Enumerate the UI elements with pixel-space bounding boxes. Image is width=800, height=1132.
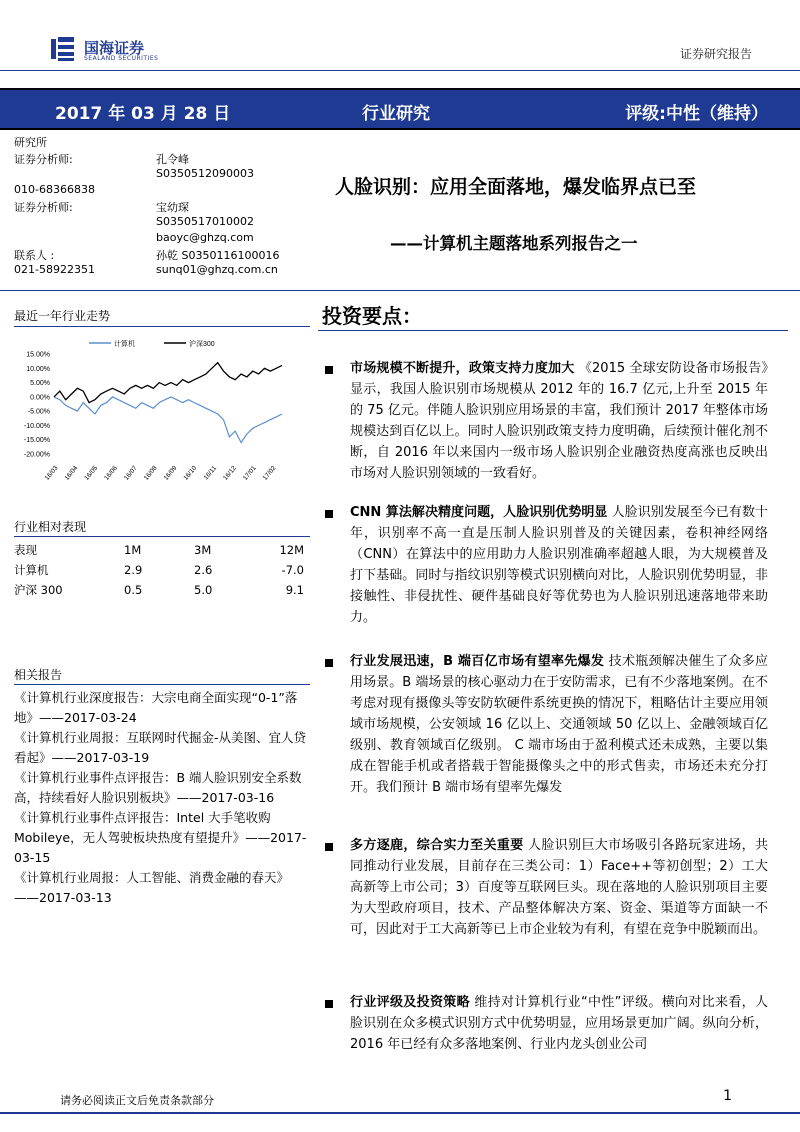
x-tick-label: 16/05 [83, 464, 100, 482]
table-header: 3M [194, 543, 212, 557]
footer-note: 请务必阅读正文后免责条款部分 [60, 1094, 214, 1107]
report-title: 人脸识别：应用全面落地，爆发临界点已至 [335, 176, 697, 198]
report-type: 证券研究报告 [679, 47, 752, 61]
x-tick-label: 16/09 [162, 464, 179, 482]
table-header: 1M [124, 543, 142, 557]
footer-divider [0, 1112, 800, 1114]
x-tick-label: 16/08 [142, 464, 159, 482]
series-line [54, 397, 282, 443]
x-tick-label: 17/02 [261, 464, 278, 482]
analyst-1-id: S0350512090003 [156, 167, 254, 180]
y-tick-label: -20.00% [23, 451, 50, 459]
x-tick-label: 16/10 [182, 464, 199, 482]
contact-role: 联系人 : [14, 249, 55, 262]
table-row [14, 580, 304, 600]
x-tick-label: 16/03 [43, 464, 60, 482]
analyst-1-role: 证券分析师: [14, 153, 73, 166]
point-lead: 行业发展迅速，B 端百亿市场有望率先爆发 [350, 654, 605, 669]
trend-title: 最近一年行业走势 [14, 309, 111, 323]
related-item[interactable]: 《计算机行业周报：人工智能、消费金融的春天》——2017-03-13 [14, 870, 290, 905]
trend-chart [14, 336, 310, 486]
performance-title: 行业相对表现 [14, 520, 87, 534]
bullet-icon [325, 366, 333, 374]
related-list [14, 688, 310, 908]
bullet-icon [325, 659, 333, 667]
point-lead: 多方逐鹿，综合实力至关重要 [350, 838, 524, 853]
analyst-1-name: 孔令峰 [156, 153, 189, 166]
rating: 评级:中性（维持） [625, 104, 768, 124]
logo-icon [50, 36, 76, 62]
bullet-icon [325, 843, 333, 851]
contact-phone: 021-58922351 [14, 263, 95, 276]
table-cell: 沪深 300 [14, 583, 63, 597]
point-lead: 行业评级及投资策略 [350, 995, 470, 1010]
analyst-1-phone: 010-68366838 [14, 183, 95, 196]
contact-name-id: 孙乾 S0350116100016 [156, 249, 280, 262]
y-tick-label: -15.00% [23, 437, 50, 445]
analyst-2-email[interactable]: baoyc@ghzq.com [156, 231, 254, 244]
table-header: 12M [279, 543, 304, 557]
point-body: 人脸识别发展至今已有数十年，识别率不高一直是压制人脸识别普及的关键因素，卷积神经网络（CNN）在算法中的应用助力人脸识别准确率超越人眼，为大规模普及打下基础。同时与指纹识别等模式识别横向对比，人脸识别优势明显，非接触性、非侵扰性、硬件基础良好等优势也为人脸识别迅速落地带来助力。 [350, 505, 768, 625]
related-title: 相关报告 [14, 668, 63, 682]
table-cell: 计算机 [14, 563, 49, 577]
point-paragraph [350, 502, 768, 628]
header-divider [0, 70, 800, 71]
contact-email[interactable]: sunq01@ghzq.com.cn [156, 263, 278, 276]
performance-divider [14, 536, 310, 537]
logo-text: 国海证券 [84, 39, 145, 57]
table-cell: 2.9 [124, 563, 143, 577]
trend-divider [14, 326, 310, 327]
table-cell: 2.6 [194, 563, 213, 577]
related-item[interactable]: 《计算机行业事件点评报告：Intel 大手笔收购 Mobileye，无人驾驶板块热度有望提升》——2017-03-15 [14, 810, 307, 865]
dept-label: 研究所 [14, 136, 47, 149]
legend-label: 沪深300 [189, 341, 215, 348]
related-item[interactable]: 《计算机行业事件点评报告：B 端人脸识别安全系数高，持续看好人脸识别板块》——2017-03-16 [14, 770, 302, 805]
related-item[interactable]: 《计算机行业深度报告：大宗电商全面实现“0-1”落地》——2017-03-24 [14, 690, 298, 725]
page-number: 1 [723, 1088, 732, 1104]
x-tick-label: 17/01 [241, 464, 258, 482]
point-lead: 市场规模不断提升，政策支持力度加大 [350, 361, 575, 376]
point-paragraph [350, 835, 768, 940]
point-paragraph [350, 992, 768, 1055]
related-item[interactable]: 《计算机行业周报：互联网时代掘金-从美图、宜人贷看起》——2017-03-19 [14, 730, 307, 765]
y-tick-label: 15.00% [26, 351, 50, 359]
x-tick-label: 16/06 [103, 464, 119, 482]
analyst-2-role: 证券分析师: [14, 201, 73, 214]
legend-label: 计算机 [114, 341, 135, 348]
point-body: 技术瓶颈解决催生了众多应用场景。B 端场景的核心驱动力在于安防需求，已有不少落地案例。在不考虑对现有摄像头等安防软硬件系统更换的情况下，粗略估计主要应用领域市场规模，公安领域 16 亿以上、交通领域 50 亿以上、金融领域百亿级别、教育领域百亿级别。 C 端市场由于盈利模式还未成熟，主要以集成在智能手机或者搭载于智能摄像头之中的形式售卖，市场还未充分打开。我们预计 B 端市场有望率先爆发 [350, 654, 768, 795]
series-line [54, 363, 282, 403]
points-heading: 投资要点： [322, 304, 422, 328]
point-paragraph [350, 651, 768, 798]
analyst-2-id: S0350517010002 [156, 215, 254, 228]
y-tick-label: 0.00% [30, 394, 50, 402]
x-tick-label: 16/04 [63, 464, 80, 482]
y-tick-label: 5.00% [30, 380, 50, 388]
y-tick-label: -5.00% [27, 408, 50, 416]
related-divider [14, 684, 310, 685]
table-header: 表现 [14, 543, 37, 557]
table-header-row [14, 540, 304, 560]
y-tick-label: 10.00% [26, 365, 50, 373]
point-paragraph [350, 358, 768, 484]
table-cell: 5.0 [194, 583, 213, 597]
title-divider [315, 290, 800, 291]
logo-subtext: SEALAND SECURITIES [84, 55, 159, 62]
point-body: 《2015 全球安防设备市场报告》显示，我国人脸识别市场规模从 2012 年的 16.7 亿元,上升至 2015 年的 75 亿元。伴随人脸识别应用场景的丰富，我们预计 2017 年整体市场规模达到百亿以上。同时人脸识别政策支持力度明确，后续预计催化剂不断，自 2016 年以来国内一级市场人脸识别企业融资热度高涨也反映出市场对人脸识别领域的一致看好。 [350, 361, 768, 481]
point-body: 人脸识别巨大市场吸引各路玩家进场，共同推动行业发展，目前存在三类公司：1）Face++等初创型；2）工大高新等上市公司；3）百度等互联网巨头。现在落地的人脸识别项目主要为大型政府项目，技术、产品整体解决方案、资金、渠道等方面缺一不可，因此对于工大高新等已上市企业较为有利，有望在竞争中脱颖而出。 [350, 838, 768, 937]
analyst-2-name: 宝幼琛 [156, 201, 189, 214]
table-cell: 0.5 [124, 583, 143, 597]
performance-table [14, 540, 304, 600]
points-divider [318, 330, 788, 331]
y-tick-label: -10.00% [23, 422, 50, 430]
table-cell: 9.1 [285, 583, 304, 597]
x-tick-label: 16/11 [202, 464, 219, 482]
bullet-icon [325, 1000, 333, 1008]
table-row [14, 560, 304, 580]
report-category: 行业研究 [362, 104, 430, 124]
table-cell: -7.0 [281, 563, 304, 577]
point-lead: CNN 算法解决精度问题，人脸识别优势明显 [350, 505, 608, 520]
point-body: 维持对计算机行业“中性”评级。横向对比来看，人脸识别在众多模式识别方式中优势明显，应用场景更加广阔。纵向分析，2016 年已经有众多落地案例、行业内龙头创业公司 [350, 995, 768, 1052]
report-subtitle: ——计算机主题落地系列报告之一 [390, 234, 638, 253]
bullet-icon [325, 510, 333, 518]
x-tick-label: 16/07 [122, 464, 139, 482]
x-tick-label: 16/12 [222, 464, 238, 482]
report-date: 2017 年 03 月 28 日 [55, 104, 231, 124]
